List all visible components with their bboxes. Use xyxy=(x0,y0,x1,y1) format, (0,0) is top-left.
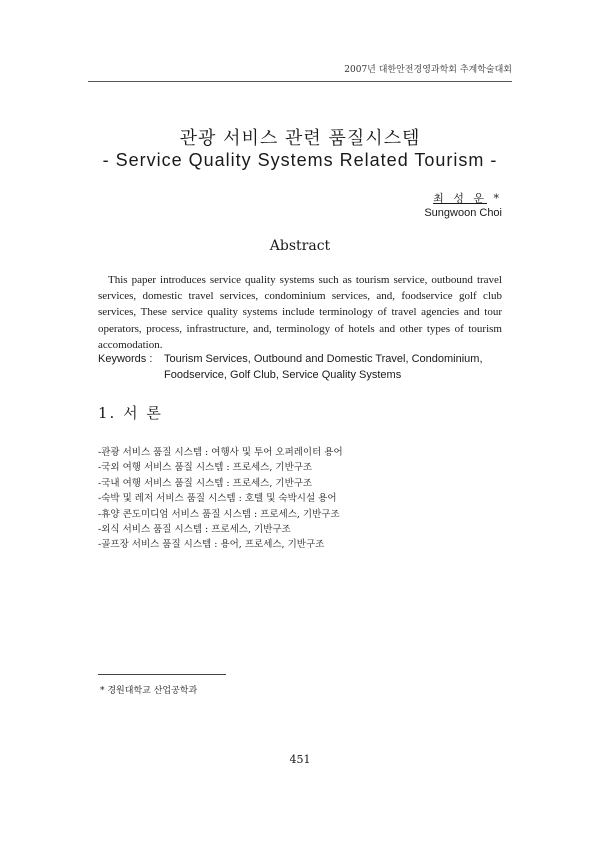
keywords xyxy=(98,351,508,383)
running-header: 2007년 대한안전경영과학회 추계학술대회 xyxy=(88,62,512,82)
list-item: -국내 여행 서비스 품질 시스템 : 프로세스, 기반구조 xyxy=(98,477,313,489)
section-heading: 1. 서 론 xyxy=(98,404,163,422)
list-item: -골프장 서비스 품질 시스템 : 용어, 프로세스, 기반구조 xyxy=(98,539,325,551)
section-item-list xyxy=(98,445,343,553)
footnote-divider xyxy=(98,674,226,675)
title-english: - Service Quality Systems Related Tourism - xyxy=(102,150,498,170)
abstract-body: This paper introduces service quality systems such as tourism service, outbound travel services, domestic travel services, condominium services, and, foodservice golf club services, These service quality systems include terminology of travel agencies and tour operators, process, infrastructure, and, terminology of hotels and other types of tourism accomodation. xyxy=(98,274,502,351)
list-item: -숙박 및 레저 서비스 품질 시스템 : 호텔 및 숙박시설 용어 xyxy=(98,493,337,505)
abstract-heading: Abstract xyxy=(269,238,331,254)
list-item: -휴양 콘도미디엄 서비스 품질 시스템 : 프로세스, 기반구조 xyxy=(98,508,340,520)
author-english: Sungwoon Choi xyxy=(424,207,502,219)
list-item: -국외 여행 서비스 품질 시스템 : 프로세스, 기반구조 xyxy=(98,462,313,474)
author-korean xyxy=(433,190,502,206)
title-korean: 관광 서비스 관련 품질시스템 xyxy=(179,128,421,149)
keywords-line-2: Foodservice, Golf Club, Service Quality Systems xyxy=(164,369,402,381)
page-number: 451 xyxy=(289,753,311,766)
author-korean-name: 최 성 운 xyxy=(433,192,487,205)
keywords-line-1: Tourism Services, Outbound and Domestic Travel, Condominium, xyxy=(164,353,483,365)
author-footnote-marker: * xyxy=(493,192,502,205)
footnote: * 경원대학교 산업공학과 xyxy=(100,686,198,696)
list-item: -외식 서비스 품질 시스템 : 프로세스, 기반구조 xyxy=(98,524,291,536)
list-item: -관광 서비스 품질 시스템 : 여행사 및 투어 오퍼레이터 용어 xyxy=(98,447,343,458)
keywords-label: Keywords : xyxy=(98,353,153,365)
